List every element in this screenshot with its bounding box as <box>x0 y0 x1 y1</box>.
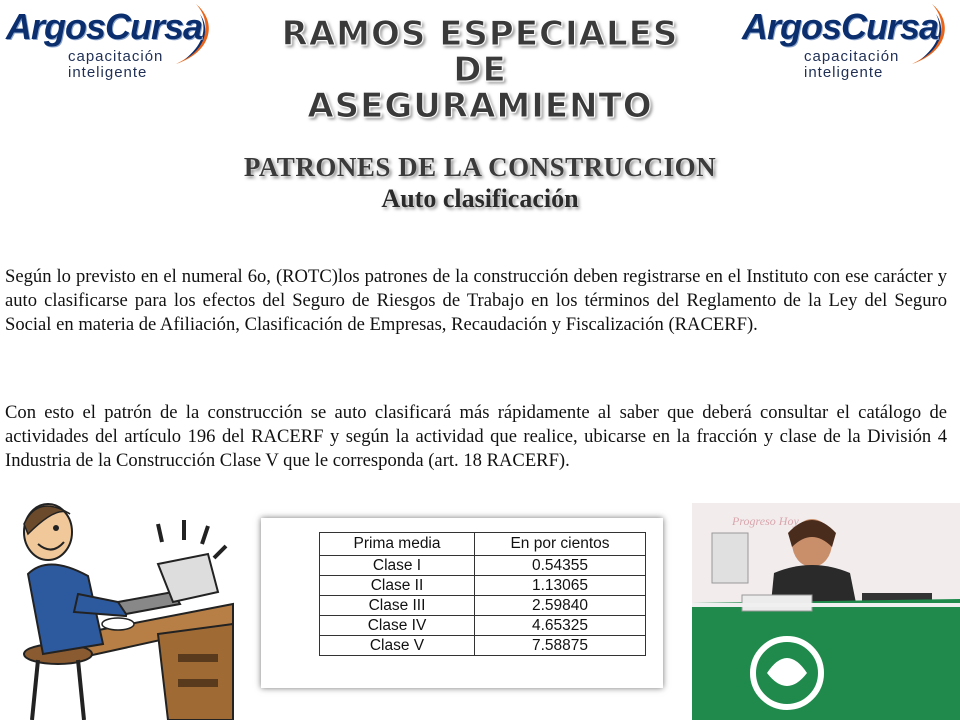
table-row <box>320 596 646 616</box>
paragraph-1: Según lo previsto en el numeral 6o, (ROTC)los patrones de la construcción deben registrarse en el Instituto con ese carácter y auto clasificarse para los efectos del Seguro de Riesgos de Trabajo en los términos del Reglamento de la Ley del Seguro Social en materia de Afiliación, Clasificación de Empresas, Recaudación y Fiscalización (RACERF). <box>5 265 947 335</box>
table-header-cell: Prima media <box>320 533 475 556</box>
section-heading: Auto clasificación <box>381 184 579 213</box>
logo-tagline-1: capacitación <box>68 48 164 65</box>
premium-table <box>319 532 646 656</box>
table-cell: 2.59840 <box>475 596 646 616</box>
photo-sign-text: Progreso Hoy <box>732 514 799 528</box>
logo-tagline-1: capacitación <box>804 48 900 65</box>
table-row <box>320 556 646 576</box>
page-title-line-3: ASEGURAMIENTO <box>307 86 653 126</box>
table-cell: Clase II <box>320 576 475 596</box>
paragraph-2: Con esto el patrón de la construcción se auto clasificará más rápidamente al saber que deberá consultar el catálogo de actividades del artículo 196 del RACERF y según la actividad que realice, ubicarse en la fracción y clase de la División 4 Industria de la Construcción Clase V que le corresponda (art. 18 RACERF). <box>5 401 947 471</box>
table-cell: 1.13065 <box>475 576 646 596</box>
logo-brand: ArgosCursa <box>6 6 203 47</box>
table-header-row <box>320 533 646 556</box>
page-title-line-2: DE <box>453 50 507 90</box>
argoscursa-logo-left <box>6 4 218 82</box>
table-row <box>320 576 646 596</box>
logo-brand: ArgosCursa <box>742 6 939 47</box>
argoscursa-logo-right <box>742 4 954 82</box>
table-cell: Clase I <box>320 556 475 576</box>
logo-tagline-2: inteligente <box>804 64 884 81</box>
table-row <box>320 636 646 656</box>
table-cell: Clase IV <box>320 616 475 636</box>
table-header-cell: En por cientos <box>475 533 646 556</box>
section-subtitle: PATRONES DE LA CONSTRUCCION <box>243 152 717 182</box>
page-title-line-1: RAMOS ESPECIALES <box>281 14 679 54</box>
worker-at-computer-illustration <box>8 484 238 720</box>
logo-tagline-2: inteligente <box>68 64 148 81</box>
table-cell: 4.65325 <box>475 616 646 636</box>
premium-table-image <box>261 518 663 688</box>
table-cell: Clase III <box>320 596 475 616</box>
table-cell: 0.54355 <box>475 556 646 576</box>
table-cell: Clase V <box>320 636 475 656</box>
imss-office-photo <box>692 503 960 720</box>
table-row <box>320 616 646 636</box>
table-cell: 7.58875 <box>475 636 646 656</box>
